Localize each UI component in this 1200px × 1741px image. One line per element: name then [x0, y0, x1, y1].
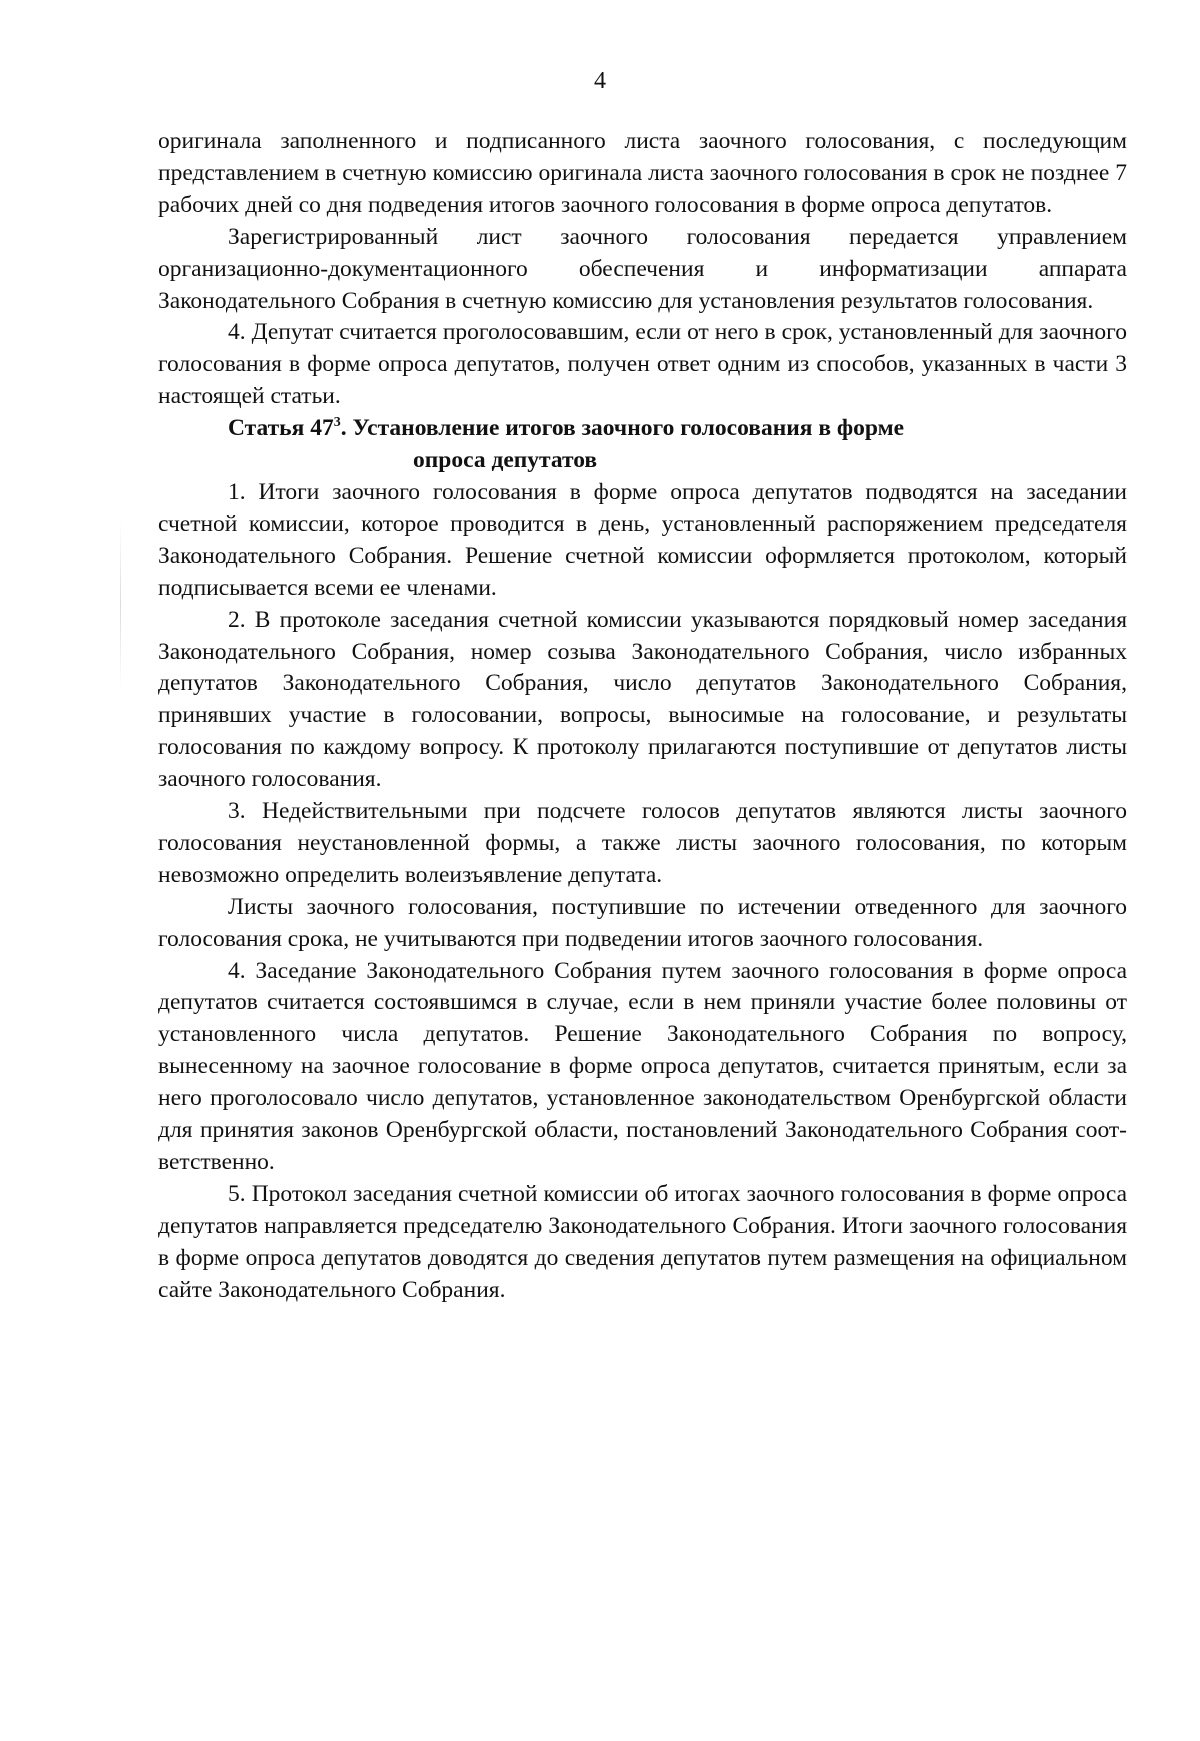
article-superscript: 3 — [333, 415, 341, 431]
paragraph-point-4-quorum: 4. Заседание Законодательного Собрания путем заочного голосования в форме опроса депутатов считается состоявшимся в случае, если в нем приняли участие более половины от установленного числа депутатов. Решение Законодательного Собрания по вопросу, вынесенному на заочное голосование в форме опроса депутатов, считается принятым, если за него проголосовало число депутатов, установленное законодательством Оренбургской области для принятия законов Оренбургской области, постановлений Законодательного Собрания соответственно. — [158, 957, 1127, 1175]
article-heading — [158, 413, 1127, 477]
paragraph-point-5: 5. Протокол заседания счетной комиссии об итогах заочного голосования в форме опроса депутатов направляется председателю Законодательного Собрания. Итоги заочного голосования в форме опроса депутатов доводятся до сведения депутатов путем размещения на официальном сайте Законодательного Собрания. — [158, 1180, 1127, 1303]
article-title-line-2: опроса депутатов — [413, 447, 598, 474]
paragraph-point-2: 2. В протоколе заседания счетной комиссии указываются порядковый номер заседания Законодательного Собрания, номер созыва Законодательного Собрания, число избранных депутатов Законодательного Собрания, число депутатов Законодательного Собрания, принявших участие в голосовании, вопросы, выносимые на голосование, и результаты голосования по каждому вопросу. К протоколу прилагаются поступившие от депутатов листы заочного голосования. — [158, 606, 1127, 793]
article-label: Статья 47 — [228, 415, 334, 442]
paragraph-registration: Зарегистрированный лист заочного голосования передается управлением организационно-документационного обеспечения и информатизации аппарата Законодательного Собрания в счетную комиссию для установления результатов голосования. — [158, 223, 1127, 314]
scan-margin-mark — [120, 520, 121, 690]
page-number: 4 — [594, 68, 606, 94]
paragraph-point-4-voted: 4. Депутат считается проголосовавшим, если от него в срок, установленный для заочного голосования в форме опроса депутатов, получен ответ одним из способов, указанных в части 3 настоящей статьи. — [158, 319, 1127, 410]
paragraph-continuation: оригинала заполненного и подписанного листа заочного голосования, с последующим представлением в счетную комиссию оригинала листа заочного голосования в срок не позднее 7 рабочих дней со дня подведения итогов заочного голосования в форме опроса депутатов. — [158, 128, 1127, 218]
paragraph-point-3: 3. Недействительными при подсчете голосов депутатов являются листы заочного голосования неустановленной формы, а также листы заочного голосования, по которым невозможно определить волеизъявление депутата. — [158, 798, 1127, 888]
document-body — [158, 126, 1127, 1307]
article-title-line-1: . Установление итогов заочного голосования в форме — [340, 415, 905, 442]
paragraph-late-ballots: Листы заочного голосования, поступившие по истечении отведенного для заочного голосования срока, не учитываются при подведении итогов заочного голосования. — [158, 893, 1127, 952]
paragraph-point-1: 1. Итоги заочного голосования в форме опроса депутатов подводятся на заседании счетной комиссии, которое проводится в день, установленный распоряжением председателя Законодательного Собрания. Решение счетной комиссии оформляется протоколом, который подписывается всеми ее членами. — [158, 478, 1127, 601]
